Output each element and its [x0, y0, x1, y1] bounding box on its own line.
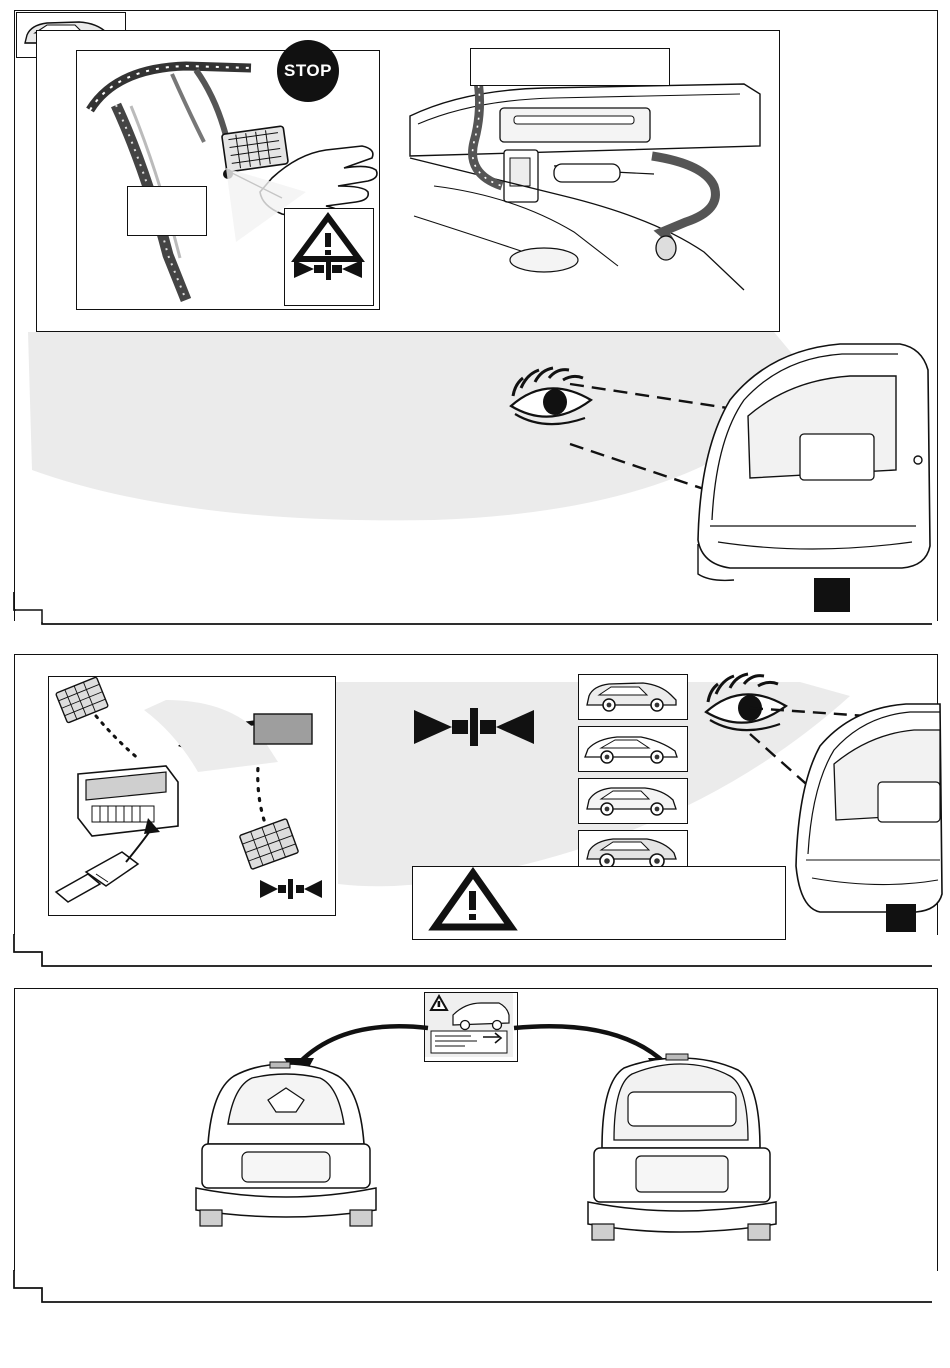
- vehicle-rear-quarter-view: [690, 330, 940, 610]
- compression-arrows-large-icon: [412, 706, 536, 748]
- stop-badge-label: STOP: [284, 61, 332, 80]
- saloon-rear-view: [190, 1060, 380, 1240]
- compression-arrows-small-icon: [258, 876, 324, 902]
- connector-b-icon: [239, 819, 298, 870]
- vehicle-variant-1: [578, 674, 688, 720]
- warning-triangle-icon: [425, 867, 525, 935]
- white-plug-icon: [56, 852, 138, 902]
- estate-rear-view: [580, 1052, 780, 1244]
- connector-plug-icon: [222, 126, 289, 172]
- blank-label-box-top: [470, 48, 670, 86]
- vehicle-rear-quarter-view-2: [790, 690, 950, 938]
- step-2-warning-box: [412, 866, 786, 940]
- compression-arrows-icon: [292, 256, 366, 282]
- saloon-icon: [579, 727, 683, 767]
- vehicle-variant-2: [578, 726, 688, 772]
- estate-icon-2: [579, 779, 683, 819]
- vehicle-variant-3: [578, 778, 688, 824]
- connector-a-icon: [56, 677, 109, 723]
- blank-label-box-left: [127, 186, 207, 236]
- stop-badge: [277, 40, 339, 102]
- module-box-icon: [78, 766, 178, 836]
- crossover-icon: [579, 831, 683, 871]
- estate-icon: [579, 675, 683, 715]
- step-3-bottom-edge-2: [12, 1240, 942, 1300]
